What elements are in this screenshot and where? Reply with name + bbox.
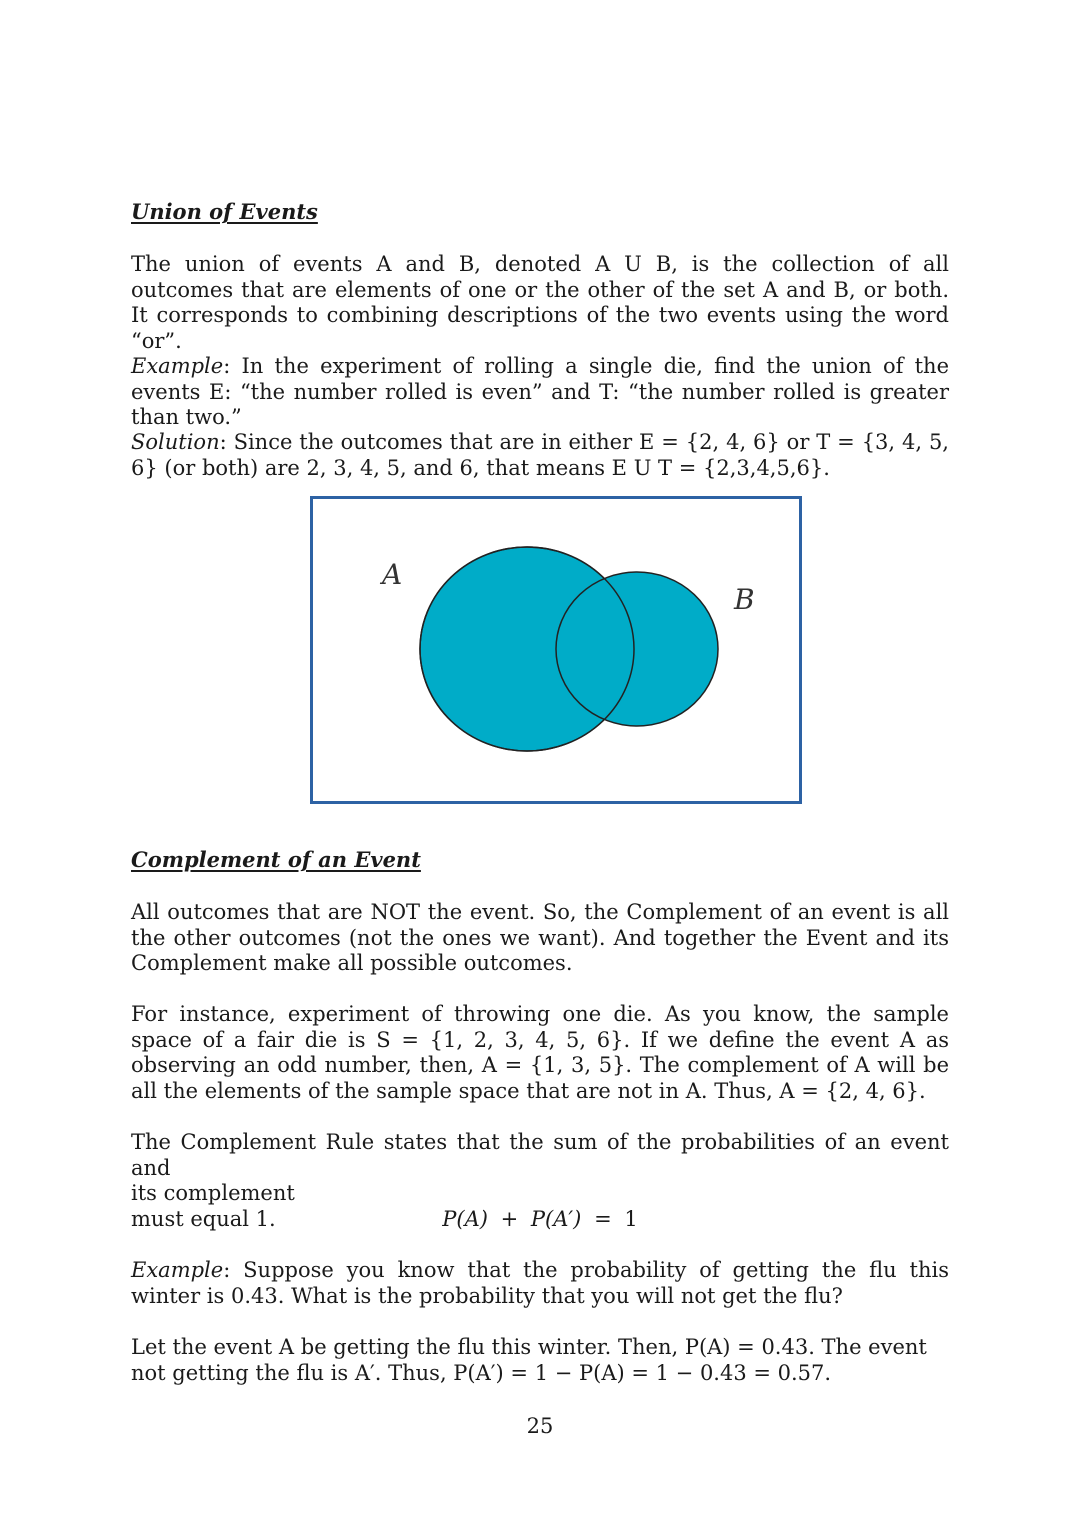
venn-label-b: B (734, 583, 755, 616)
complement-answer-line-1: Let the event A be getting the flu this winter. Then, P(A) = 0.43. The event (131, 1335, 927, 1359)
complement-definition: All outcomes that are NOT the event. So, the Complement of an event is all the other outcomes (not the ones we want). And together the Event and its Complement make all possible outcomes. (131, 900, 949, 975)
complement-rule-line-3: must equal 1. (131, 1206, 276, 1231)
complement-answer (131, 1335, 949, 1386)
formula-term-pa-prime: P(A′) (530, 1207, 582, 1231)
union-solution-text: : Since the outcomes that are in either E = {2, 4, 6} or T = {3, 4, 5, 6} (or both) are 2, 3, 4, 5, and 6, that means E U T = {2,3,4,5,6}. (131, 430, 949, 480)
union-example (131, 354, 949, 431)
venn-label-a: A (382, 558, 403, 591)
complement-example-text: : Suppose you know that the probability of getting the flu this winter is 0.43. What is the probability that you will not get the flu? (131, 1258, 949, 1308)
complement-example-label: Example (131, 1258, 224, 1282)
venn-diagram (310, 496, 802, 804)
union-example-label: Example (131, 354, 224, 378)
formula-plus: + (500, 1207, 519, 1231)
complement-rule-line-1: The Complement Rule states that the sum of the probabilities of an event and (131, 1130, 949, 1180)
complement-heading: Complement of an Event (131, 847, 421, 872)
formula-equals: = (594, 1207, 612, 1231)
complement-instance: For instance, experiment of throwing one die. As you know, the sample space of a fair die is S = {1, 2, 3, 4, 5, 6}. If we define the event A as observing an odd number, then, A = {1, 3, 5}. The complement of A will be all the elements of the sample space that are not in A. Thus, A = {2, 4, 6}. (131, 1002, 949, 1103)
complement-example (131, 1258, 949, 1309)
union-solution (131, 430, 949, 481)
union-heading: Union of Events (131, 199, 318, 224)
union-solution-label: Solution (131, 430, 220, 454)
complement-answer-line-2: not getting the flu is A′. Thus, P(A′) = 1 − P(A) = 1 − 0.43 = 0.57. (131, 1360, 832, 1385)
formula-result: 1 (624, 1207, 638, 1231)
complement-rule-line-2: its complement (131, 1181, 295, 1205)
union-definition: The union of events A and B, denoted A U B, is the collection of all outcomes that are elements of one or the other of the set A and B, or both. It corresponds to combining descriptions of the two events using the word “or”. (131, 252, 949, 353)
union-example-text: : In the experiment of rolling a single die, find the union of the events E: “the number rolled is even” and T: “the number rolled is greater than two.” (131, 354, 949, 429)
formula-term-pa: P(A) (442, 1207, 488, 1231)
venn-circle-b (556, 572, 718, 726)
complement-rule-formula (131, 1207, 949, 1231)
page-number: 25 (526, 1414, 554, 1438)
